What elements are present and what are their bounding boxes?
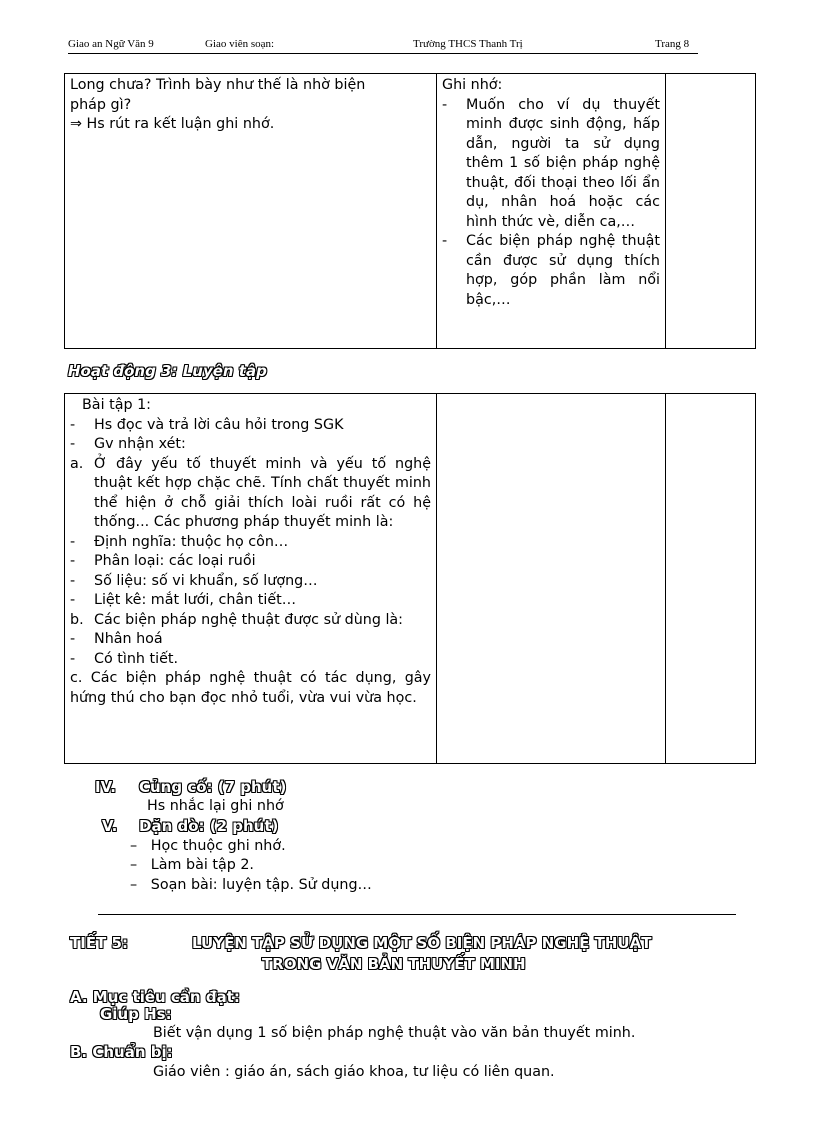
list-item: - Liệt kê: mắt lưới, chân tiết… [70,592,297,608]
table-exercise [64,393,756,764]
list-item: - Định nghĩa: thuộc họ côn… [70,533,289,550]
list-item: a. Ở đây yếu tố thuyết minh và yếu tố nghệ thuật kết hợp chặc chẽ. Tính chất thuyết minh thể hiện ở chỗ giải thích loài ruồi rất có hệ thống... Các phương pháp thuyết minh là: [70,455,431,530]
lesson-title-line1: LUYỆN TẬP SỬ DỤNG MỘT SỐ BIỆN PHÁP NGHỆ THUẬT [192,934,652,952]
list-item: - Muốn cho ví dụ thuyết minh được sinh động, hấp dẫn, người ta sử dụng thêm 1 số biện pháp nghệ thuật, đối thoại theo lối ẩn dụ, nhân hoá hoặc các hình thức vè, diễn ca,… [442,96,660,230]
lesson-title-line2: TRONG VĂN BẢN THUYẾT MINH [262,955,526,973]
lesson-label: TIẾT 5: [70,934,128,952]
table2-empty-cell [666,394,756,764]
sectionB-title: B. Chuẩn bị: [70,1043,173,1061]
sectionA-title: A. Mục tiêu cần đạt: [70,988,240,1006]
table1-empty-cell [666,74,756,349]
section5-num: V. [102,817,118,835]
header-school: Trường THCS Thanh Trị [413,38,523,50]
list-item: b. Các biện pháp nghệ thuật được sử dùng là: [70,611,404,628]
section5-title: Dặn dò: (2 phút) [139,817,279,835]
list-item: - Phân loại: các loại ruồi [70,553,256,569]
table2-empty-cell [437,394,666,764]
section4-num: IV. [95,778,116,796]
header-author: Giao viên soạn: [205,38,275,50]
table-lesson-part1 [64,73,756,349]
exercise-cell [65,394,437,764]
exercise-title: Bài tập 1: [82,397,151,413]
exercise-conclusion: c. Các biện pháp nghệ thuật có tác dụng, gây hứng thú cho bạn đọc nhỏ tuổi, vừa vui vừa học. [70,670,431,706]
list-item: – Làm bài tập 2. [130,857,254,873]
table1-left-cell: Long chưa? Trình bày như thế là nhờ biện pháp gì? ⇒ Hs rút ra kết luận ghi nhớ. [65,74,437,349]
list-item: – Soạn bài: luyện tập. Sử dụng… [130,877,372,893]
header-course: Giao an Ngữ Văn 9 [68,38,154,50]
list-item: - Hs đọc và trả lời câu hỏi trong SGK [70,416,344,433]
list-item: - Số liệu: số vi khuẩn, số lượng… [70,572,318,589]
sectionB-text: Giáo viên : giáo án, sách giáo khoa, tư liệu có liên quan. [153,1064,555,1080]
list-item: - Nhân hoá [70,631,163,647]
notes-title: Ghi nhớ: [442,77,503,93]
table1-notes-cell [437,74,666,349]
activity-heading: Hoạt động 3: Luyện tập [68,362,267,380]
sectionA-text: Biết vận dụng 1 số biện pháp nghệ thuật vào văn bản thuyết minh. [153,1025,636,1041]
header-rule [68,53,698,54]
list-item: - Gv nhận xét: [70,436,186,452]
list-item: – Học thuộc ghi nhớ. [130,838,286,854]
header-page: Trang 8 [655,38,690,50]
section-divider [98,914,736,915]
sectionA-sub: Giúp Hs: [100,1005,172,1023]
list-item: - Các biện pháp nghệ thuật cần được sử dụng thích hợp, góp phần làm nổi bậc,… [442,233,660,308]
list-item: - Có tình tiết. [70,650,179,667]
section4-text: Hs nhắc lại ghi nhớ [147,798,284,814]
section4-title: Củng cố: (7 phút) [139,778,287,796]
